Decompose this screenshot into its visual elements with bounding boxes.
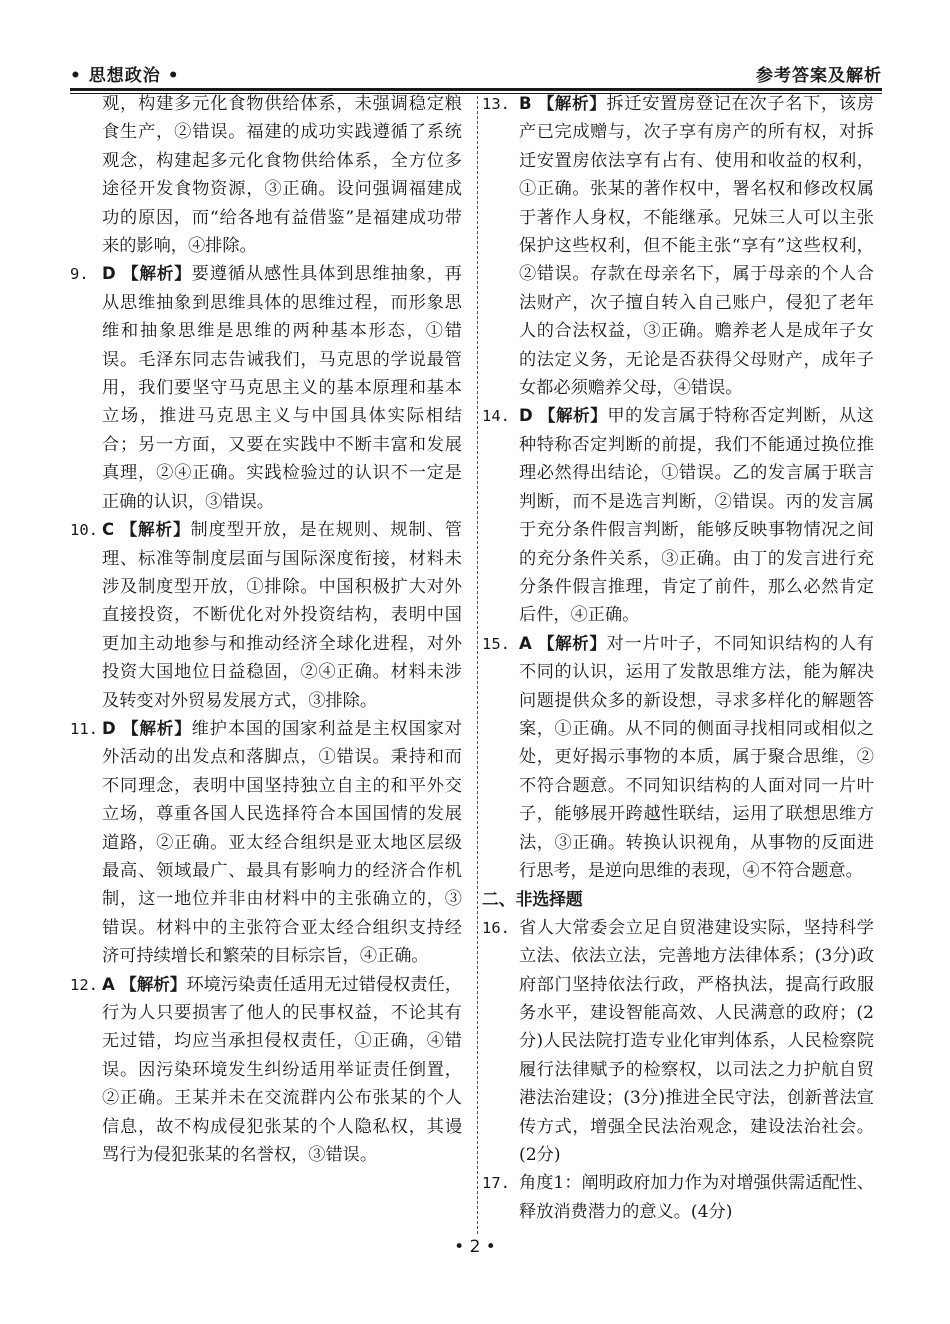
item-number: 16. <box>482 918 510 937</box>
analysis-text: 要遵循从感性具体到思维抽象，再从思维抽象到思维具体的思维过程，而形象思维和抽象思维是思维的两种基本形态，①错误。毛泽东同志告诫我们，马克思的学说最管用，我们要坚守马克思主义的基本原理和基本立场，推进马克思主义与中国具体实际相结合；另一方面，又要在实践中不断丰富和发展真理，②④正确。实践检验过的认识不一定是正确的认识，③错误。 <box>102 264 462 512</box>
analysis-tag: 【解析】 <box>122 264 192 284</box>
item-number: 14. <box>482 407 510 426</box>
item-body <box>519 402 874 629</box>
analysis-text: 对一片叶子，不同知识结构的人有不同的认识，运用了发散思维方法，能为解决问题提供众多的新设想，寻求多样化的解题答案，①正确。从不同的侧面寻找相同或相似之处，更好揭示事物的本质，属于聚合思维，②不符合题意。不同知识结构的人面对同一片叶子，能够展开跨越性联结，运用了联想思维方法，③正确。转换认识视角，从事物的反面进行思考，是逆向思维的表现，④不符合题意。 <box>519 633 875 881</box>
item-body: 省人大常委会立足自贸港建设实际，坚持科学立法、依法立法，完善地方法律体系；(3分)政府部门坚持依法行政，严格执法，提高行政服务水平，建设智能高效、人民满意的政府；(2分)人民法院打造专业化审判体系，人民检察院履行法律赋予的检察权，以司法之力护航自贸港法治建设；(3分)推进全民守法，创新普法宣传方式，增强全民法治观念，建设法治社会。(2分) <box>519 917 874 1166</box>
column-divider <box>477 96 478 1234</box>
analysis-tag: 【解析】 <box>120 520 191 540</box>
answer-letter: D <box>519 406 533 426</box>
answer-letter: D <box>102 264 116 284</box>
item-number: 12. <box>70 975 98 994</box>
item-number: 15. <box>482 634 510 653</box>
answer-item-13 <box>482 90 874 402</box>
item-body <box>519 630 874 886</box>
item-body <box>519 90 874 402</box>
item-body <box>102 971 462 1170</box>
page-number: • 2 • <box>454 1237 496 1257</box>
analysis-tag: 【解析】 <box>537 94 607 113</box>
analysis-text: 环境污染责任适用无过错侵权责任，行为人只要损害了他人的民事权益，不论其有无过错，均应当承担侵权责任，①正确，④错误。因污染环境发生纠纷适用举证责任倒置，②正确。王某并未在交流群内公布张某的个人信息，故不构成侵犯张某的个人隐私权，其谩骂行为侵犯张某的名誉权，③错误。 <box>102 974 463 1166</box>
answer-item-14 <box>482 402 874 629</box>
analysis-tag: 【解析】 <box>537 633 607 653</box>
answer-item-16 <box>482 914 874 1170</box>
answer-item-15 <box>482 630 874 886</box>
analysis-tag: 【解析】 <box>122 718 192 738</box>
item-body <box>102 516 462 715</box>
non-choice-section-title: 二、非选择题 <box>482 889 583 910</box>
answer-item-9 <box>70 260 462 516</box>
section-title: 参考答案及解析 <box>756 66 882 86</box>
analysis-text: 甲的发言属于特称否定判断，从这种特称否定判断的前提，我们不能通过换位推理必然得出结论，①错误。乙的发言属于联言判断，而不是选言判断，②错误。丙的发言属于充分条件假言判断，能够反映事物情况之间的充分条件关系，③正确。由丁的发言进行充分条件假言推理，肯定了前件，那么必然肯定后件，④正确。 <box>519 406 874 626</box>
answer-letter: A <box>519 633 532 653</box>
analysis-text: 制度型开放，是在规则、规制、管理、标准等制度层面与国际深度衔接，材料未涉及制度型开放，①排除。中国积极扩大对外直接投资，不断优化对外投资结构，表明中国更加主动地参与和推动经济全球化进程，对外投资大国地位日益稳固，②④正确。材料未涉及转变对外贸易发展方式，③排除。 <box>102 520 462 711</box>
item-number: 13. <box>482 95 510 113</box>
analysis-tag: 【解析】 <box>538 406 608 426</box>
item-number: 17. <box>482 1174 510 1193</box>
answer-item-10 <box>70 516 462 715</box>
answer-letter: D <box>102 718 116 738</box>
answer-item-12 <box>70 971 462 1170</box>
item-body: 角度1：阐明政府加力作为对增强供需适配性、释放消费潜力的意义。(4分) <box>519 1173 874 1222</box>
right-column <box>482 90 874 1226</box>
item-number: 10. <box>70 521 98 540</box>
item-number: 9. <box>70 265 89 284</box>
answer-letter: A <box>102 974 115 994</box>
analysis-tag: 【解析】 <box>120 974 187 994</box>
answer-item-17 <box>482 1169 874 1226</box>
left-column <box>70 90 462 1169</box>
item-body <box>102 715 462 971</box>
analysis-text: 维护本国的国家利益是主权国家对外活动的出发点和落脚点，①错误。秉持和而不同理念，表明中国坚持独立自主的和平外交立场，尊重各国人民选择符合本国国情的发展道路，②正确。亚太经合组织是亚太地区层级最高、领域最广、最具有影响力的经济合作机制，这一地位并非由材料中的主张确立的，③错误。材料中的主张符合亚太经合组织支持经济可持续增长和繁荣的目标宗旨，④正确。 <box>102 718 462 967</box>
analysis-text: 拆迁安置房登记在次子名下，该房产已完成赠与，次子享有房产的所有权，对拆迁安置房依法享有占有、使用和收益的权利，①正确。张某的著作权中，署名权和修改权属于著作人身权，不能继承。兄妹三人可以主张保护这些权利，但不能主张“享有”这些权利，②错误。存款在母亲名下，属于母亲的个人合法财产，次子擅自转入自己账户，侵犯了老年人的合法权益，③正确。赡养老人是成年子女的法定义务，无论是否获得父母财产，成年子女都必须赡养父母，④错误。 <box>519 94 874 399</box>
answer-item-11 <box>70 715 462 971</box>
page-header <box>70 52 882 86</box>
item-number: 11. <box>70 719 98 738</box>
continued-explanation: 观，构建多元化食物供给体系，未强调稳定粮食生产，②错误。福建的成功实践遵循了系统观念，构建起多元化食物供给体系，全方位多途径开发食物资源，③正确。设问强调福建成功的原因，而“给各地有益借鉴”是福建成功带来的影响，④排除。 <box>102 94 462 257</box>
item-body <box>102 260 462 516</box>
answer-letter: B <box>519 94 532 113</box>
answer-letter: C <box>102 520 115 540</box>
subject-title: • 思想政治 • <box>70 66 180 86</box>
